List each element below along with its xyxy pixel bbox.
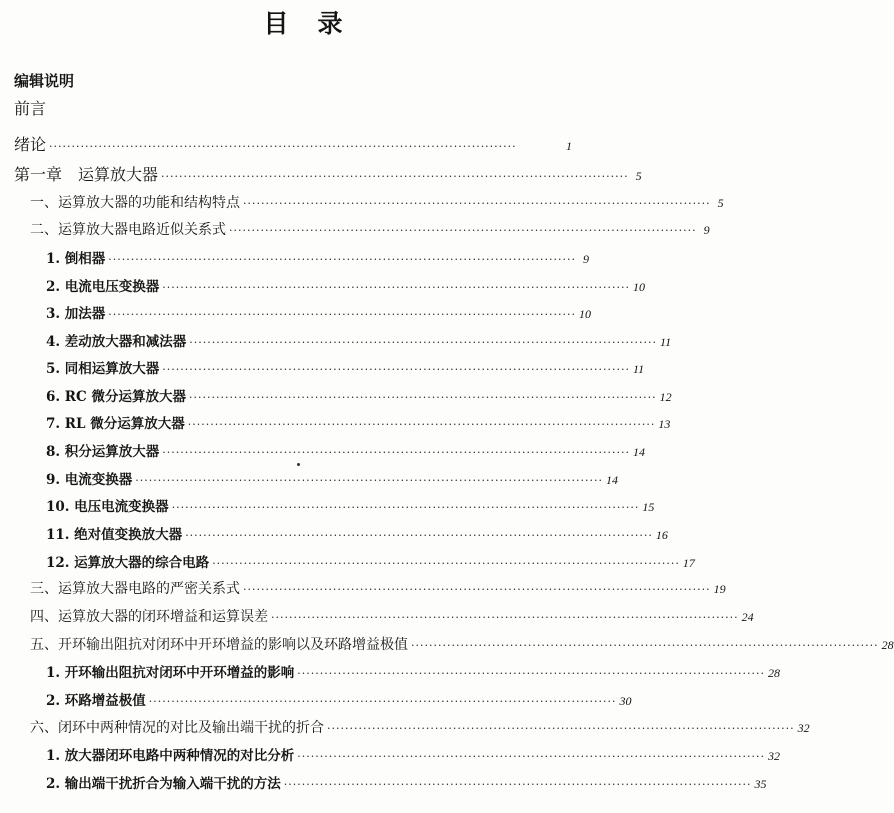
- toc-entry-preface[interactable]: [14, 96, 46, 119]
- toc-entry-subsection[interactable]: [46, 689, 632, 709]
- toc-entry-page: 17: [682, 556, 695, 570]
- toc-entry-subsection[interactable]: [46, 661, 780, 681]
- toc-entry-label: 3. 加法器: [46, 306, 106, 322]
- toc-entry-page: 30: [619, 694, 632, 708]
- dot-leader: ········································································································: [212, 557, 680, 570]
- toc-entry-section-5[interactable]: [30, 634, 894, 654]
- toc-entry-label: 1. 倒相器: [46, 251, 106, 267]
- toc-entry-section-4[interactable]: [30, 606, 754, 626]
- toc-entry-section-1[interactable]: [30, 192, 724, 212]
- toc-entry-label: 前言: [14, 99, 47, 118]
- toc-entry-label: 四、运算放大器的闭环增益和运算误差: [30, 609, 268, 625]
- toc-entry-label: 编辑说明: [14, 72, 75, 90]
- toc-entry-page: 13: [658, 417, 671, 431]
- toc-entry-section-3[interactable]: [30, 578, 726, 598]
- toc-entry-page: 9: [703, 223, 710, 237]
- toc-entry-page: 10: [578, 307, 591, 321]
- dot-leader: ········································································································: [283, 778, 752, 791]
- dot-leader: ········································································································: [108, 253, 576, 266]
- toc-entry-page: 11: [659, 335, 672, 349]
- toc-entry-label: 1. 放大器闭环电路中两种情况的对比分析: [46, 748, 295, 764]
- dot-leader: ········································································································: [327, 722, 795, 735]
- dot-leader: ········································································································: [297, 750, 765, 763]
- toc-entry-label: 8. 积分运算放大器: [46, 444, 160, 460]
- toc-entry-page: 28: [767, 666, 780, 680]
- toc-entry-page: 11: [632, 362, 645, 376]
- dot-leader: ········································································································: [161, 170, 629, 183]
- toc-entry-page: 5: [635, 169, 642, 183]
- dot-leader: ········································································································: [297, 667, 765, 680]
- toc-entry-label: 10. 电压电流变换器: [46, 499, 169, 515]
- toc-entry-page: 1: [566, 139, 572, 153]
- toc-entry-subsection[interactable]: [46, 302, 591, 322]
- toc-entry-label: 2. 环路增益极值: [46, 693, 146, 709]
- toc-entry-subsection[interactable]: [46, 440, 645, 460]
- print-speck: [297, 463, 300, 466]
- toc-entry-subsection[interactable]: [46, 385, 672, 405]
- toc-entry-chapter-1[interactable]: [14, 162, 642, 185]
- toc-entry-page: 14: [605, 473, 618, 487]
- toc-entry-introduction[interactable]: [14, 132, 572, 155]
- page-title: 目 录: [263, 9, 345, 38]
- dot-leader: ········································································································: [185, 529, 653, 542]
- toc-entry-subsection[interactable]: [46, 412, 671, 432]
- toc-entry-label: 2. 输出端干扰折合为输入端干扰的方法: [46, 776, 281, 792]
- toc-entry-subsection[interactable]: [46, 275, 645, 295]
- toc-entry-label: 9. 电流变换器: [46, 472, 133, 488]
- toc-entry-subsection[interactable]: [46, 468, 618, 488]
- toc-entry-page: 16: [655, 528, 668, 542]
- toc-entry-label: 二、运算放大器电路近似关系式: [30, 222, 226, 238]
- toc-entry-label: 12. 运算放大器的综合电路: [46, 555, 210, 571]
- toc-entry-subsection[interactable]: [46, 772, 767, 792]
- toc-entry-label: 11. 绝对值变换放大器: [46, 527, 183, 543]
- dot-leader: ········································································································: [148, 695, 617, 708]
- dot-leader: ········································································································: [162, 363, 630, 376]
- toc-entry-label: 一、运算放大器的功能和结构特点: [30, 195, 240, 211]
- dot-leader: ········································································································: [49, 140, 517, 153]
- toc-entry-subsection[interactable]: [46, 744, 780, 764]
- toc-entry-page: 32: [797, 721, 810, 735]
- toc-entry-label: 绪论: [14, 135, 47, 154]
- dot-leader: ········································································································: [271, 611, 739, 624]
- toc-entry-subsection[interactable]: [46, 523, 668, 543]
- toc-entry-page: 10: [632, 280, 645, 294]
- toc-entry-section-6[interactable]: [30, 717, 810, 737]
- toc-entry-label: 4. 差动放大器和减法器: [46, 334, 187, 350]
- toc-entry-page: 32: [767, 749, 780, 763]
- dot-leader: ········································································································: [108, 308, 576, 321]
- toc-entry-label: 5. 同相运算放大器: [46, 361, 160, 377]
- toc-entry-page: 14: [632, 445, 645, 459]
- toc-entry-label: 五、开环输出阻抗对闭环中开环增益的影响以及环路增益极值: [30, 637, 408, 653]
- dot-leader: ········································································································: [229, 224, 697, 237]
- toc-entry-label: 三、运算放大器电路的严密关系式: [30, 581, 240, 597]
- dot-leader: ········································································································: [187, 418, 656, 431]
- dot-leader: ········································································································: [188, 391, 657, 404]
- toc-entry-subsection[interactable]: [46, 330, 672, 350]
- toc-entry-label: 7. RL 微分运算放大器: [46, 416, 185, 432]
- toc-entry-subsection[interactable]: [46, 357, 645, 377]
- toc-entry-section-2[interactable]: [30, 219, 710, 239]
- dot-leader: ········································································································: [189, 336, 657, 349]
- toc-entry-page: 5: [717, 196, 724, 210]
- dot-leader: ········································································································: [171, 501, 640, 514]
- toc-entry-label: 六、闭环中两种情况的对比及输出端干扰的折合: [30, 720, 324, 736]
- toc-entry-page: 19: [713, 582, 726, 596]
- toc-entry-page: 12: [659, 390, 672, 404]
- toc-entry-page: 28: [881, 638, 894, 652]
- toc-entry-label: 1. 开环输出阻抗对闭环中开环增益的影响: [46, 665, 295, 681]
- dot-leader: ········································································································: [162, 446, 630, 459]
- toc-entry-label: 2. 电流电压变换器: [46, 279, 160, 295]
- toc-entry-page: 24: [741, 610, 754, 624]
- dot-leader: ········································································································: [411, 639, 879, 652]
- dot-leader: ········································································································: [243, 583, 711, 596]
- toc-entry-subsection[interactable]: [46, 247, 589, 267]
- toc-entry-editor-note[interactable]: [14, 70, 74, 91]
- toc-entry-subsection[interactable]: [46, 495, 655, 515]
- toc-entry-page: 9: [582, 252, 589, 266]
- dot-leader: ········································································································: [135, 474, 603, 487]
- toc-entry-subsection[interactable]: [46, 551, 695, 571]
- toc-entry-label: 6. RC 微分运算放大器: [46, 389, 186, 405]
- dot-leader: ········································································································: [243, 197, 711, 210]
- toc-entry-page: 35: [754, 777, 767, 791]
- toc-entry-page: 15: [642, 500, 655, 514]
- toc-entry-label: 第一章 运算放大器: [14, 165, 159, 184]
- dot-leader: ········································································································: [162, 281, 630, 294]
